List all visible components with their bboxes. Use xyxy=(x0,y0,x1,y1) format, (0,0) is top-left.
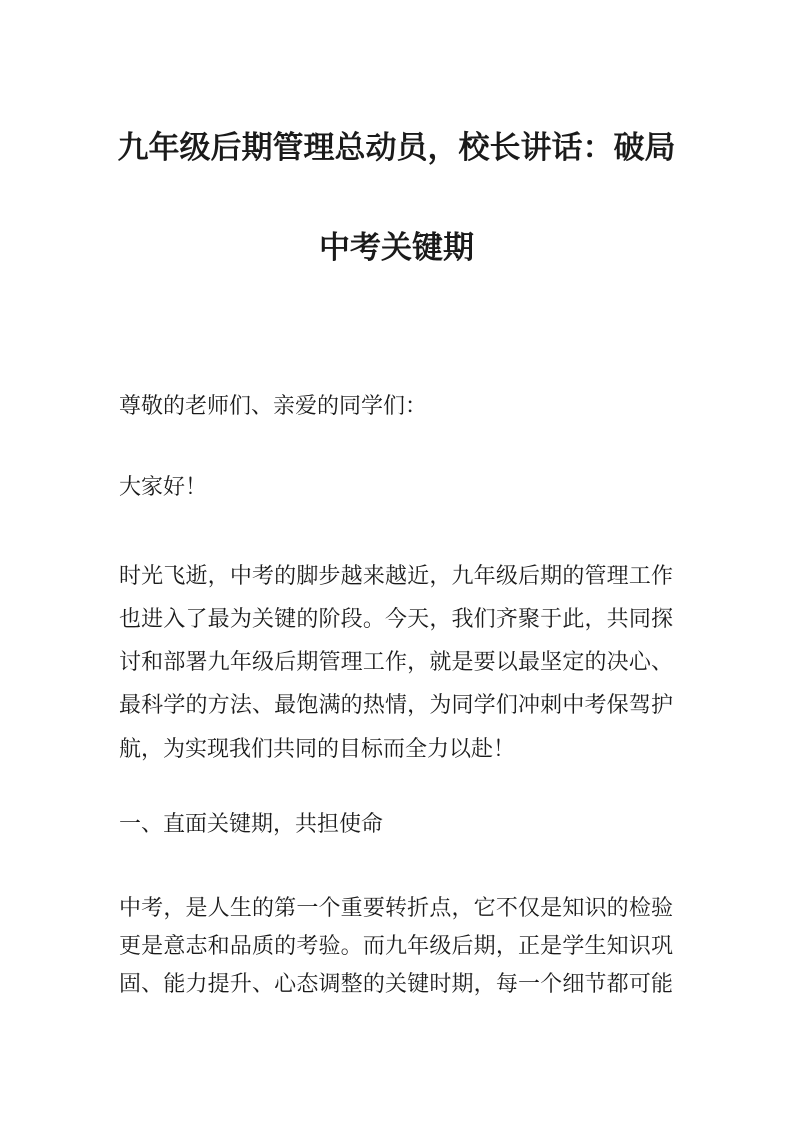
opening-paragraph-line-4: 最科学的方法、最饱满的热情，为同学们冲刺中考保驾护 xyxy=(119,692,673,717)
document-title-line-1: 九年级后期管理总动员，校长讲话：破局 xyxy=(117,130,676,165)
section-paragraph-line-1: 中考，是人生的第一个重要转折点，它不仅是知识的检验 xyxy=(119,895,673,920)
section-heading: 一、直面关键期，共担使命 xyxy=(119,811,384,836)
opening-paragraph-line-3: 讨和部署九年级后期管理工作，就是要以最坚定的决心、 xyxy=(119,649,673,674)
opening-paragraph-line-2: 也进入了最为关键的阶段。今天，我们齐聚于此，共同探 xyxy=(119,606,673,631)
document-title-line-2: 中考关键期 xyxy=(319,230,474,265)
section-paragraph-line-2: 更是意志和品质的考验。而九年级后期，正是学生知识巩 xyxy=(119,933,673,958)
salutation-line: 尊敬的老师们、亲爱的同学们： xyxy=(119,393,428,418)
opening-paragraph-line-5: 航，为实现我们共同的目标而全力以赴！ xyxy=(119,736,516,761)
opening-paragraph-line-1: 时光飞逝，中考的脚步越来越近，九年级后期的管理工作 xyxy=(119,563,673,588)
section-paragraph-line-3: 固、能力提升、心态调整的关键时期，每一个细节都可能 xyxy=(119,971,673,996)
greeting-line: 大家好！ xyxy=(119,474,208,499)
